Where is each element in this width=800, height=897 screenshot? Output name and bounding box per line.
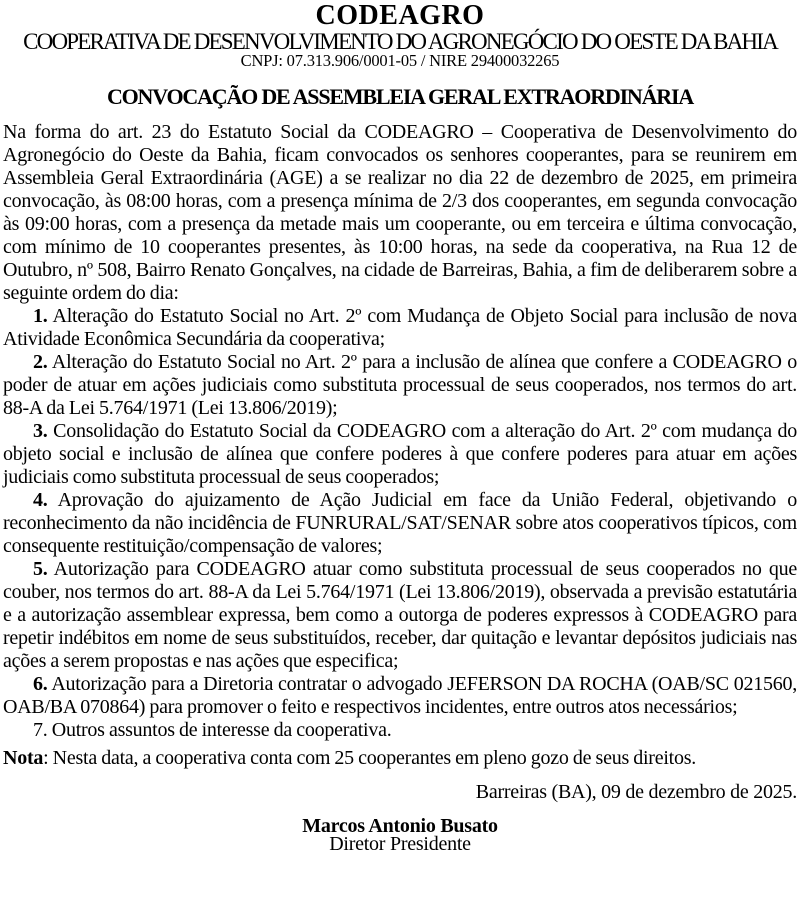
agenda-item-1-number: 1. [33, 305, 48, 327]
agenda-item-4-text: Aprovação do ajuizamento de Ação Judicial em face da União Federal, objetivando o reconhecimento da não incidência de FUNRURAL/SAT/SENAR sobre atos cooperativos típicos, com consequente restituição/compensação de valores; [3, 489, 797, 557]
dateline: Barreiras (BA), 09 de dezembro de 2025. [475, 781, 797, 803]
agenda-item-1 [3, 305, 797, 351]
agenda-item-3-number: 3. [33, 420, 48, 442]
org-registration: CNPJ: 07.313.906/0001-05 / NIRE 29400032265 [240, 51, 560, 70]
agenda-item-3 [3, 420, 797, 489]
notice-heading: CONVOCAÇÃO DE ASSEMBLEIA GERAL EXTRAORDINÁRIA [106, 84, 694, 109]
agenda-item-5-number: 5. [33, 558, 48, 580]
agenda-item-5 [3, 558, 797, 673]
agenda-item-5-text: Autorização para CODEAGRO atuar como substituta processual de seus cooperados no que couber, nos termos do art. 88-A da Lei 5.764/1971 (Lei 13.806/2019), observada a previsão estatutária e a autorização assemblear expressa, bem como a outorga de poderes expressos à CODEAGRO para repetir indébitos em nome de seus substituídos, receber, dar quitação e levantar depósitos judiciais nas ações a serem propostas e nas ações que especifica; [3, 558, 797, 672]
agenda-item-4-number: 4. [33, 489, 48, 511]
intro-paragraph: Na forma do art. 23 do Estatuto Social da CODEAGRO – Cooperativa de Desenvolvimento do Agronegócio do Oeste da Bahia, ficam convocados os senhores cooperantes, para se reunirem em Assembleia Geral Extraordinária (AGE) a se realizar no dia 22 de dezembro de 2025, em primeira convocação, às 08:00 horas, com a presença mínima de 2/3 dos cooperantes, em segunda convocação às 09:00 horas, com a presença da metade mais um cooperante, ou em terceira e última convocação, com mínimo de 10 cooperantes presentes, às 10:00 horas, na sede da cooperativa, na Rua 12 de Outubro, nº 508, Bairro Renato Gonçalves, na cidade de Barreiras, Bahia, a fim de deliberarem sobre a seguinte ordem do dia: [3, 121, 797, 304]
signature-block [3, 815, 797, 855]
agenda-item-6-text: Autorização para a Diretoria contratar o advogado JEFERSON DA ROCHA (OAB/SC 021560, OAB/BA 070864) para promover o feito e respectivos incidentes, entre outros atos necessários; [3, 673, 797, 718]
agenda-item-6-number: 6. [33, 673, 48, 695]
agenda-item-1-text: Alteração do Estatuto Social no Art. 2º com Mudança de Objeto Social para inclusão de nova Atividade Econômica Secundária da cooperativa; [3, 305, 797, 350]
signature-name: Marcos Antonio Busato [302, 815, 498, 837]
agenda-item-7 [3, 719, 797, 742]
agenda-item-2 [3, 351, 797, 420]
agenda-item-7-number: 7. [33, 719, 48, 741]
agenda-item-2-number: 2. [33, 351, 48, 373]
org-title: CODEAGRO [315, 0, 485, 31]
agenda-item-4 [3, 489, 797, 558]
agenda-item-3-text: Consolidação do Estatuto Social da CODEAGRO com a alteração do Art. 2º com mudança do objeto social e inclusão de alínea que confere poderes à que confere poderes para atuar em ações judiciais como substituta processual de seus cooperados; [3, 420, 798, 488]
note-label: Nota [3, 747, 44, 769]
note-paragraph [3, 747, 797, 770]
agenda-item-7-text: Outros assuntos de interesse da cooperativa. [51, 719, 392, 741]
signature-role: Diretor Presidente [329, 833, 471, 855]
agenda-item-2-text: Alteração do Estatuto Social no Art. 2º para a inclusão de alínea que confere a CODEAGRO o poder de atuar em ações judiciais como substituta processual de seus cooperados, nos termos do art. 88-A da Lei 5.764/1971 (Lei 13.806/2019); [3, 351, 797, 419]
org-subtitle: COOPERATIVA DE DESENVOLVIMENTO DO AGRONEGÓCIO DO OESTE DA BAHIA [23, 29, 777, 54]
agenda-item-6 [3, 673, 797, 719]
note-text: : Nesta data, a cooperativa conta com 25 cooperantes em pleno gozo de seus direitos. [43, 747, 696, 769]
